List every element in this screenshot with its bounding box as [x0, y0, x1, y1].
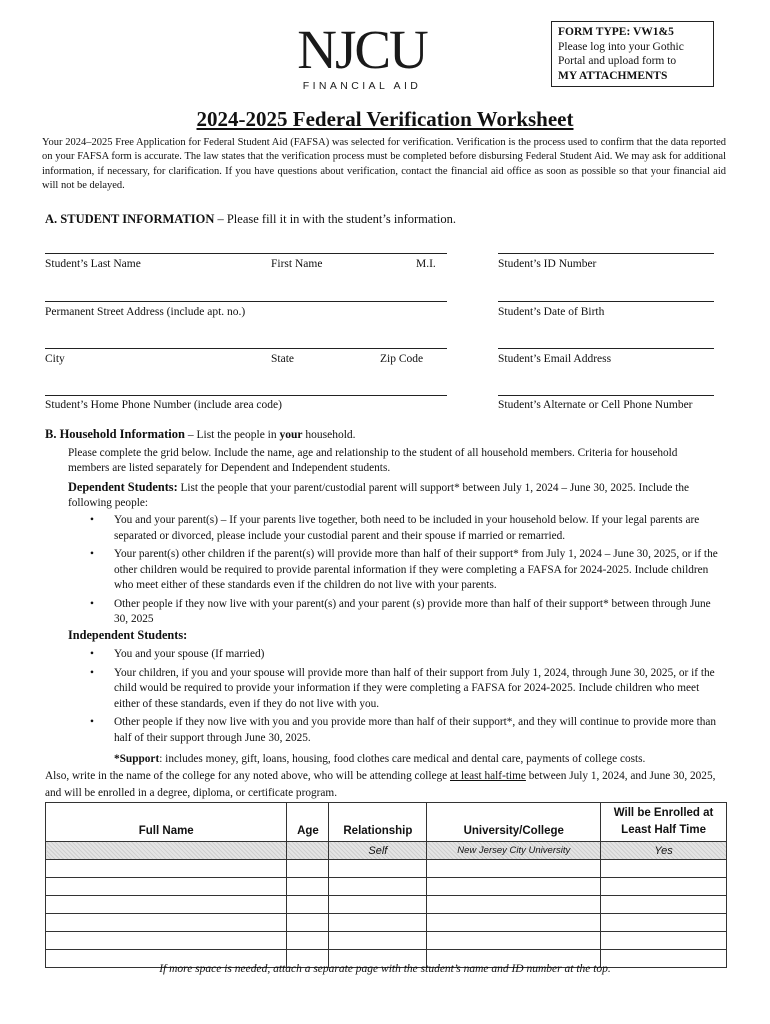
- section-a-heading: [45, 212, 456, 227]
- table-row[interactable]: [46, 896, 727, 914]
- address-label: Permanent Street Address (include apt. no.): [45, 306, 246, 318]
- cell-university[interactable]: [427, 878, 601, 896]
- section-b-title: B. Household Information: [45, 427, 185, 441]
- home-phone-label: Student’s Home Phone Number (include area code): [45, 399, 282, 411]
- cell-half-time[interactable]: [601, 914, 727, 932]
- student-id-label: Student’s ID Number: [498, 258, 597, 270]
- email-fill-line[interactable]: [498, 348, 714, 349]
- household-table: [45, 802, 727, 968]
- cell-half-time[interactable]: [601, 896, 727, 914]
- section-b-your: your: [279, 429, 303, 441]
- cell-name[interactable]: [46, 932, 287, 950]
- section-a-title: A. STUDENT INFORMATION: [45, 212, 215, 226]
- last-name-label: Student’s Last Name: [45, 258, 141, 270]
- col-relationship: Relationship: [329, 803, 427, 842]
- state-label: State: [271, 353, 294, 365]
- section-b-heading: [45, 427, 356, 442]
- address-fill-line[interactable]: [45, 301, 447, 302]
- njcu-logo: NJCU: [297, 19, 427, 80]
- cell-relationship[interactable]: [329, 932, 427, 950]
- table-row[interactable]: [46, 878, 727, 896]
- example-relationship: Self: [329, 842, 427, 860]
- section-a-instruction: – Please fill it in with the student’s information.: [214, 212, 456, 226]
- cell-university[interactable]: [427, 860, 601, 878]
- cell-relationship[interactable]: [329, 878, 427, 896]
- mi-label: M.I.: [416, 258, 436, 270]
- id-fill-line[interactable]: [498, 253, 714, 254]
- email-label: Student’s Email Address: [498, 353, 612, 365]
- support-text: : includes money, gift, loans, housing, food clothes care medical and dental care, payments of college costs.: [159, 753, 646, 765]
- college-text-2: between July 1, 2024, and June 30, 2025, and will be enrolled in a degree, diploma, or certificate program.: [45, 770, 716, 799]
- list-item: • You and your spouse (If married): [68, 647, 718, 663]
- support-label: *Support: [114, 753, 160, 765]
- first-name-label: First Name: [271, 258, 323, 270]
- dependent-list: [68, 513, 718, 631]
- cell-university[interactable]: [427, 932, 601, 950]
- cell-name[interactable]: [46, 860, 287, 878]
- half-time-underline: at least half-time: [450, 770, 526, 782]
- example-name: [46, 842, 287, 860]
- col-half-time: Will be Enrolled at Least Half Time: [601, 803, 727, 842]
- zip-label: Zip Code: [380, 353, 424, 365]
- cell-age[interactable]: [287, 896, 329, 914]
- example-university: New Jersey City University: [427, 842, 601, 860]
- cell-relationship[interactable]: [329, 896, 427, 914]
- home-phone-fill-line[interactable]: [45, 395, 447, 396]
- cell-half-time[interactable]: [601, 932, 727, 950]
- list-item: • Other people if they now live with your parent(s) and your parent (s) provide more than half of their support* between through June 30, 2025: [68, 597, 718, 628]
- independent-heading: Independent Students:: [68, 628, 188, 642]
- col-age: Age: [287, 803, 329, 842]
- alt-phone-fill-line[interactable]: [498, 395, 714, 396]
- dependent-intro: [68, 480, 713, 511]
- form-type-box: [551, 21, 714, 87]
- cell-relationship[interactable]: [329, 914, 427, 932]
- cell-university[interactable]: [427, 896, 601, 914]
- cell-university[interactable]: [427, 914, 601, 932]
- dependent-heading: Dependent Students:: [68, 480, 178, 494]
- cell-half-time[interactable]: [601, 878, 727, 896]
- example-row: [46, 842, 727, 860]
- page-title: 2024-2025 Federal Verification Worksheet: [196, 107, 574, 131]
- list-item: • You and your parent(s) – If your parents live together, both need to be included in your household below. If your legal parents are separated or divorced, please include your custodial parent and their spouse if married or remarried.: [68, 513, 718, 544]
- list-item: • Your children, if you and your spouse will provide more than half of their support from July 1, 2024, through June 30, 2025, or if the child would be required to provide your information if they were completing a FAFSA for 2024-2025. Include children who meet either of these standards, even if they do not live with you.: [68, 666, 718, 713]
- section-b-instruction-end: household.: [302, 429, 356, 441]
- table-row[interactable]: [46, 860, 727, 878]
- cell-name[interactable]: [46, 878, 287, 896]
- col-university: University/College: [427, 803, 601, 842]
- intro-paragraph: Your 2024–2025 Free Application for Federal Student Aid (FAFSA) was selected for verification. Verification is the process used to confirm that the data reported on your FAFSA form is accurate. The law states that the verification process must be completed before disbursing Federal Student Aid. We may ask for additional information, if necessary, for clarification. If you have questions about verification, contact the financial aid office as soon as possible so that your financial aid will not be delayed.: [42, 137, 726, 191]
- cell-relationship[interactable]: [329, 860, 427, 878]
- alt-phone-label: Student’s Alternate or Cell Phone Number: [498, 399, 693, 411]
- dob-fill-line[interactable]: [498, 301, 714, 302]
- city-fill-line[interactable]: [45, 348, 447, 349]
- dob-label: Student’s Date of Birth: [498, 306, 605, 318]
- table-row[interactable]: [46, 914, 727, 932]
- form-box-line-1: Please log into your Gothic: [558, 40, 684, 53]
- col-full-name: Full Name: [46, 803, 287, 842]
- college-text-1: Also, write in the name of the college for any noted above, who will be attending college: [45, 770, 450, 782]
- logo-subtitle: FINANCIAL AID: [302, 80, 422, 92]
- name-fill-line[interactable]: [45, 253, 447, 254]
- form-box-line-3: MY ATTACHMENTS: [558, 69, 668, 82]
- cell-age[interactable]: [287, 932, 329, 950]
- footnote: If more space is needed, attach a separate page with the student’s name and ID number at the top.: [159, 963, 611, 975]
- table-row[interactable]: [46, 932, 727, 950]
- example-age: [287, 842, 329, 860]
- cell-half-time[interactable]: [601, 860, 727, 878]
- cell-name[interactable]: [46, 896, 287, 914]
- city-label: City: [45, 353, 65, 365]
- example-half-time: Yes: [601, 842, 727, 860]
- grid-instructions: Please complete the grid below. Include the name, age and relationship to the student of all household members. Criteria for household members are listed separately for Dependent and Independent students.: [68, 447, 678, 474]
- independent-list: [68, 647, 718, 749]
- dependent-text: List the people that your parent/custodial parent will support* between July 1, 2024 – June 30, 2025. Include the following people:: [68, 482, 690, 509]
- cell-name[interactable]: [46, 914, 287, 932]
- form-box-line-2: Portal and upload form to: [558, 55, 677, 67]
- list-item: • Your parent(s) other children if the parent(s) will provide more than half of their support* from July 1, 2024 – June 30, 2025, or if the other children would be required to provide parental information if they were completing a FAFSA for 2024-2025. Include children who meet either of these standards even if the children do not live with your parents.: [68, 547, 718, 594]
- college-instruction: [45, 768, 725, 802]
- cell-age[interactable]: [287, 914, 329, 932]
- list-item: • Other people if they now live with you and you provide more than half of their support*, and they will continue to provide more than half of their support through June 30, 2025.: [68, 715, 718, 746]
- support-definition: [114, 752, 724, 767]
- cell-age[interactable]: [287, 878, 329, 896]
- form-type-label: FORM TYPE: VW1&5: [558, 26, 674, 38]
- table-header-row: [46, 803, 727, 842]
- cell-age[interactable]: [287, 860, 329, 878]
- section-b-instruction: – List the people in: [184, 429, 280, 441]
